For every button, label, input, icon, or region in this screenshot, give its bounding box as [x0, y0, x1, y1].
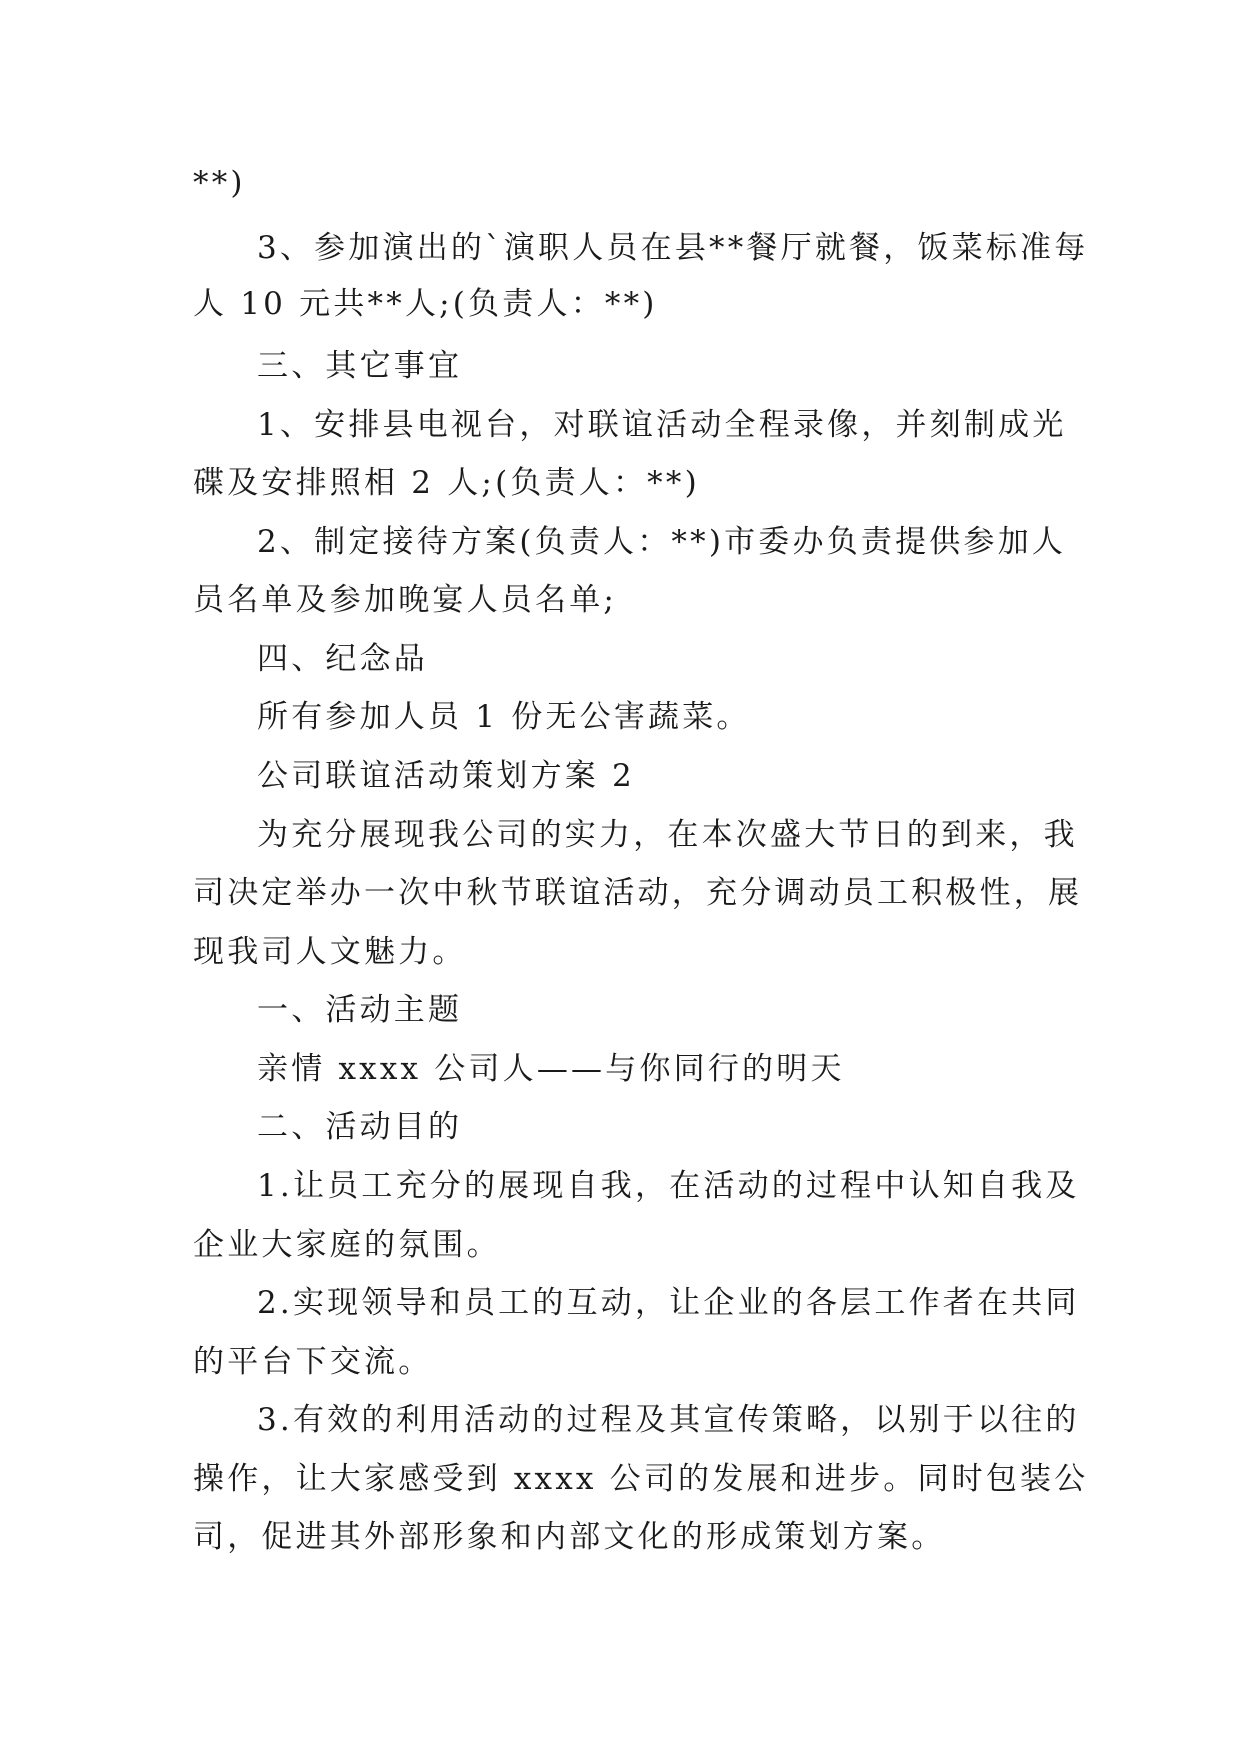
text-line: **)	[193, 165, 246, 201]
text-line: 为充分展现我公司的实力，在本次盛大节日的到来，我	[257, 817, 1078, 853]
text-line: 的平台下交流。	[193, 1344, 433, 1380]
text-line: 所有参加人员 1 份无公害蔬菜。	[257, 699, 751, 735]
section-heading: 三、其它事宜	[257, 348, 463, 384]
text-line: 企业大家庭的氛围。	[193, 1227, 501, 1263]
text-line: 3.有效的利用活动的过程及其宣传策略，以别于以往的	[257, 1402, 1080, 1438]
text-line: 亲情 xxxx 公司人——与你同行的明天	[257, 1051, 845, 1087]
text-line: 3、参加演出的`演职人员在县**餐厅就餐，饭菜标准每	[257, 230, 1089, 266]
text-line: 司决定举办一次中秋节联谊活动，充分调动员工积极性，展	[193, 875, 1083, 911]
document-subtitle: 公司联谊活动策划方案 2	[257, 758, 635, 794]
text-line: 员名单及参加晚宴人员名单;	[193, 582, 618, 618]
text-line: 司，促进其外部形象和内部文化的形成策划方案。	[193, 1519, 946, 1555]
text-line: 现我司人文魅力。	[193, 934, 467, 970]
text-line: 操作，让大家感受到 xxxx 公司的发展和进步。同时包装公	[193, 1461, 1089, 1497]
text-line: 1.让员工充分的展现自我，在活动的过程中认知自我及	[257, 1168, 1080, 1204]
text-line: 2.实现领导和员工的互动，让企业的各层工作者在共同	[257, 1285, 1080, 1321]
text-line: 碟及安排照相 2 人;(负责人：**)	[193, 465, 700, 501]
text-line: 2、制定接待方案(负责人：**)市委办负责提供参加人	[257, 524, 1067, 560]
section-heading: 一、活动主题	[257, 992, 463, 1028]
section-heading: 四、纪念品	[257, 641, 428, 677]
text-line: 1、安排县电视台，对联谊活动全程录像，并刻制成光	[257, 407, 1067, 443]
section-heading: 二、活动目的	[257, 1109, 463, 1145]
text-line: 人 10 元共**人;(负责人：**)	[193, 286, 658, 322]
